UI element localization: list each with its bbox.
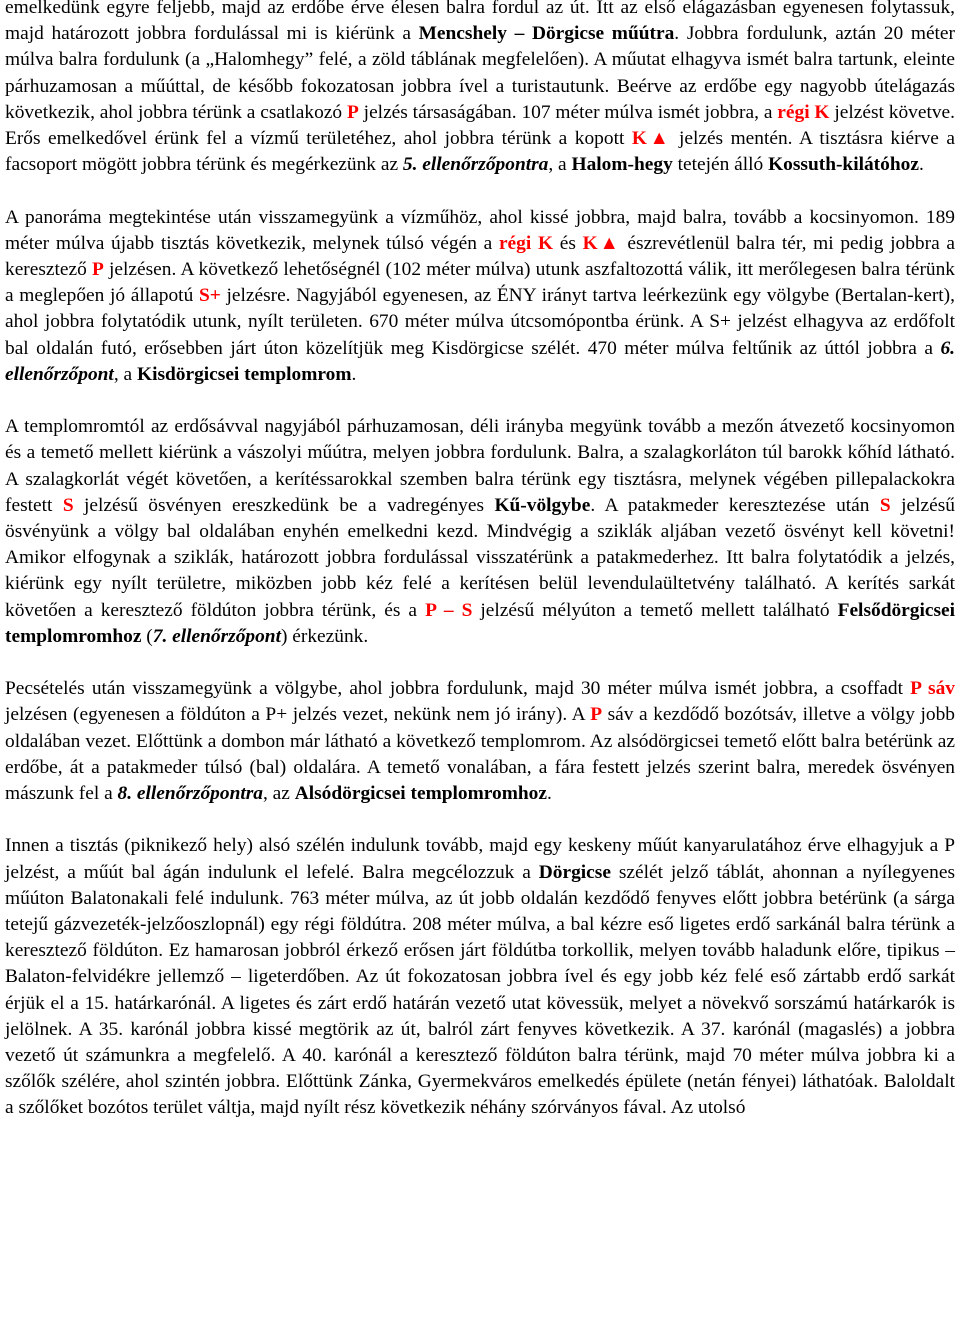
trail-marker: P sáv bbox=[910, 678, 955, 700]
text-run: szélét jelző táblát, ahonnan a nyílegyenes műúton Balatonakali felé indulunk. 763 méter múlva, az út jobb oldalán kezdődő fenyves előtt jobbra betérünk (a sárga tetejű gázvezeték-jelzőoszlopnál) egy régi földútra. 208 méter múlva, a bal kézre eső ligetes erdő sarkánál balra térünk a keresztező földúton. Ez hamarosan jobbról érkező erősen járt földútba torkollik, melyen tovább haladunk előre, tipikus – Balaton-felvidékre jellemző – ligeterdőben. Az út fokozatosan jobbra ível és egy jobb kéz felé eső zártabb erdő sarkát érjük el a 15. határkarónál. A ligetes és zárt erdő határán vezető utat kövessük, melyet a növekvő sorszámú határkarók is jelölnek. A 35. karónál jobbra kissé megtörik az út, balról zárt fenyves következik. A 37. karónál (magaslés) a jobbra vezető út számunkra a megfelelő. A 40. karónál a keresztező földúton balra térünk, majd 70 méter múlva jobbra ki a szőlők szélére, ahol szintén jobbra. Előttünk Zánka, Gyermekváros emelkedés épülete (netán fényei) láthatóak. Baloldalt a szőlőket bozótos terület váltja, majd nyílt rész következik néhány szórványos fával. Az utolsó bbox=[5, 861, 955, 1119]
checkpoint-reference: 5. ellenőrzőpontra bbox=[402, 154, 549, 176]
text-run: jelzésű ösvényen ereszkedünk be a vadregényes bbox=[73, 494, 495, 516]
text-run: ) érkezünk. bbox=[280, 625, 369, 647]
bold-text: Dörgicse bbox=[538, 861, 611, 883]
checkpoint-reference: 8. ellenőrzőpontra bbox=[117, 783, 263, 805]
text-run: . A patakmeder keresztezése után bbox=[590, 494, 880, 516]
text-run: jelzésen (egyenesen a földúton a P+ jelzés vezet, nekünk nem jó irány). A bbox=[5, 704, 591, 726]
text-run: és bbox=[553, 232, 583, 254]
trail-marker: P bbox=[590, 704, 603, 726]
text-run: emelkedünk egyre feljebb, majd az erdőbe érve élesen balra fordul az út. Itt az első elágazásban egyenesen folytassuk, majd határozott jobbra fordulással mi is kiérünk a bbox=[5, 0, 955, 45]
trail-marker: S bbox=[879, 494, 891, 516]
text-run: . bbox=[918, 154, 924, 176]
trail-marker: P bbox=[346, 101, 359, 123]
text-run: jelzést követve. Erős emelkedővel érünk fel a vízmű területéhez, ahol jobbra térünk a kopott bbox=[5, 101, 956, 150]
text-run: jelzésű mélyúton a temető mellett található bbox=[472, 599, 838, 621]
text-run: jelzés mentén. A tisztásra kiérve a facsoport mögött jobbra térünk és megérkezünk az bbox=[5, 128, 955, 176]
text-run: . bbox=[351, 363, 357, 385]
bold-text: Felsődörgicsei templomromhoz bbox=[5, 599, 956, 647]
text-run: , a bbox=[548, 154, 572, 176]
checkpoint-reference: 6. ellenőrzőpont bbox=[5, 337, 955, 385]
paragraph-2 bbox=[5, 205, 955, 388]
text-run: jelzésre. Nagyjából egyenesen, az ÉNY irányt tartva leérkezünk egy völgybe (Bertalan-kert), ahol jobbra folytatódik utunk, nyílt területen. 670 méter múlva útcsomópontba érünk. A S+ jelzést elhagyva az erdőfolt bal oldalán futó, erősebben járt úton közelítjük meg Kisdörgicse szélét. 470 méter múlva feltűnik az úttól jobbra a bbox=[5, 285, 955, 359]
text-run: jelzés társaságában. 107 méter múlva ismét jobbra, a bbox=[358, 101, 778, 123]
trail-marker: K▲ bbox=[582, 232, 621, 254]
text-run: , a bbox=[113, 363, 137, 385]
trail-marker: P bbox=[92, 259, 104, 281]
text-run: sáv a kezdődő bozótsáv, illetve a völgy jobb oldalában vezet. Előttünk a dombon már látható a következő templomrom. Az alsódörgicsei temető előtt balra betérünk az erdőbe, át a patakmeder túlsó (bal) oldalára. A temető vonalában, a fára festett jelzés szerint balra, meredek ösvényen mászunk fel a bbox=[5, 704, 955, 805]
bold-text: Halom-hegy bbox=[571, 154, 673, 176]
text-run: észrevétlenül balra tér, mi pedig jobbra a keresztező bbox=[5, 232, 956, 281]
bold-text: Mencshely – Dörgicse műútra bbox=[418, 23, 675, 45]
text-run: . bbox=[546, 783, 552, 805]
trail-marker: S+ bbox=[198, 285, 221, 307]
text-run: . Jobbra fordulunk, aztán 20 méter múlva balra fordulunk (a „Halomhegy” felé, a zöld táblának megfelelően). A műutat elhagyva ismét balra tartunk, eleinte párhuzamosan a műúttal, de később fokozatosan jobbra ível a turistautunk. Beérve az erdőbe egy nagyobb útelágazás következik, ahol jobbra térünk a csatlakozó bbox=[5, 23, 955, 123]
trail-marker: P – S bbox=[425, 599, 473, 621]
text-run: jelzésen. A következő lehetőségnél (102 méter múlva) utunk aszfaltozottá válik, itt merőlegesen balra térünk a meglepően jó állapotú bbox=[5, 259, 955, 307]
trail-marker: régi K bbox=[498, 232, 554, 254]
paragraph-4 bbox=[5, 676, 955, 807]
bold-text: Kű-völgybe bbox=[494, 494, 591, 516]
text-run: A templomromtól az erdősávval nagyjából párhuzamosan, déli irányba megyünk tovább a mezőn átvezető kocsinyomon és a temető mellett kiérünk a vászolyi műútra, melyen jobbra fordulunk. Balra, a szalagkorláton túl barokk kőhíd látható. A szalagkorlát végét követően, a kerítéssarokkal szemben balra térünk egy tisztásra, melynek végében pillepalackokra festett bbox=[5, 416, 955, 516]
trail-marker: K▲ bbox=[631, 128, 672, 150]
bold-text: Alsódörgicsei templomromhoz bbox=[294, 783, 547, 805]
text-run: Pecsételés után visszamegyünk a völgybe, ahol jobbra fordulunk, majd 30 méter múlva ismét jobbra, a csoffadt bbox=[5, 678, 911, 700]
paragraph-gap bbox=[5, 807, 955, 833]
bold-text: Kossuth-kilátóhoz bbox=[768, 154, 919, 176]
trail-marker: régi K bbox=[777, 101, 830, 123]
paragraph-3 bbox=[5, 414, 955, 650]
paragraph-5 bbox=[5, 833, 955, 1121]
bold-text: Kisdörgicsei templomrom bbox=[136, 363, 352, 385]
trail-marker: S bbox=[62, 494, 74, 516]
text-run: A panoráma megtekintése után visszamegyünk a vízműhöz, ahol kissé jobbra, majd balra, tovább a kocsinyomon. 189 méter múlva újabb tisztás következik, melynek túlsó végén a bbox=[5, 206, 955, 254]
paragraph-1 bbox=[5, 0, 955, 178]
text-run: ( bbox=[141, 625, 153, 647]
paragraph-gap bbox=[5, 178, 955, 204]
text-run: , az bbox=[262, 783, 295, 805]
paragraph-gap bbox=[5, 650, 955, 676]
checkpoint-reference: 7. ellenőrzőpont bbox=[152, 625, 281, 647]
text-run: Innen a tisztás (piknikező hely) alsó szélén indulunk tovább, majd egy keskeny műút kanyarulatához érve elhagyjuk a P jelzést, a műút bal ágán indulunk el lefelé. Balra megcélozzuk a bbox=[5, 835, 955, 883]
text-run: jelzésű ösvényünk a völgy bal oldalában enyhén emelkedni kezd. Mindvégig a sziklák aljában vezető ösvényt kell követni! Amikor elfogynak a sziklák, határozott jobbra fordulással visszatérünk a patakmederhez. Itt balra folytatódik a jelzés, kiérünk egy nyílt területre, miközben jobb kéz felé a kerítésen belül levendulaültetvény található. A kerítés sarkát követően a keresztező földúton jobbra térünk, és a bbox=[5, 494, 955, 621]
paragraph-gap bbox=[5, 388, 955, 414]
text-run: tetején álló bbox=[672, 154, 769, 176]
